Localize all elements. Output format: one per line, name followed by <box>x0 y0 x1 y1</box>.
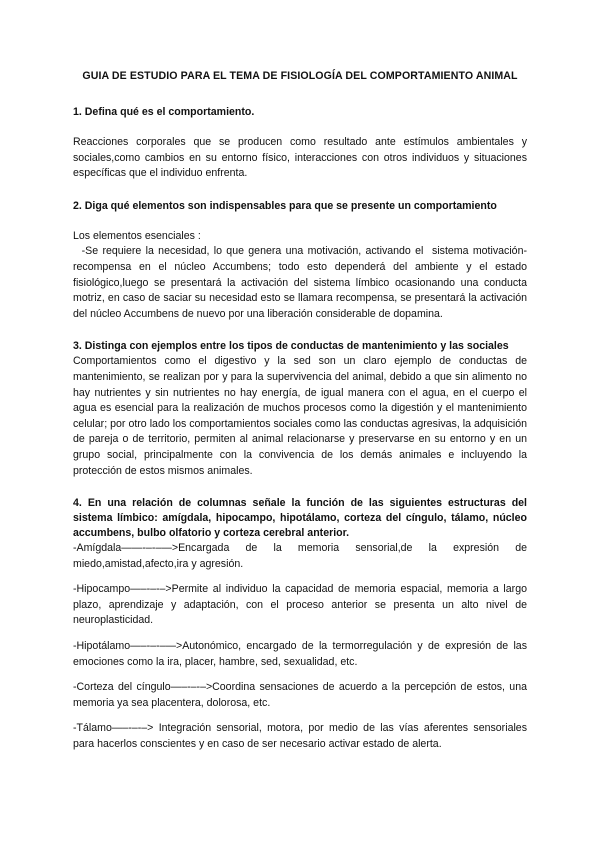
answer-4-hipotalamo: -Hipotálamo—–-–-–—>Autonómico, encargado de la termorregulación y de expresión de las emociones como la ira, placer, hambre, sed, sexualidad, etc. <box>73 640 527 668</box>
answer-1-paragraph: Reacciones corporales que se producen como resultado ante estímulos ambientales y sociales,como cambios en su entorno físico, interacciones con otros individuos y situaciones específicas que el individuo enfrenta. <box>73 136 527 180</box>
answer-3-paragraph: Comportamientos como el digestivo y la sed son un claro ejemplo de conductas de mantenimiento, se realizan por y para la supervivencia del animal, debido a que sin alimento no hay nutrientes y sin nutrientes no hay energía, de igual manera con el agua, en el cuerpo el agua es esencial para la realización de muchos procesos como la digestión y el mantenimiento celular; por otro lado los comportamientos sociales como las conductas agresivas, la adquisición de pareja o de territorio, permiten al animal relacionarse y preservarse en su entorno y en un grupo social, principalmente con la convivencia de los demás animales e incluyendo la protección de estos mismos animales. <box>73 355 527 477</box>
document-title: GUIA DE ESTUDIO PARA EL TEMA DE FISIOLOGÍA DEL COMPORTAMIENTO ANIMAL <box>82 70 518 82</box>
question-4-heading: 4. En una relación de columnas señale la función de las siguientes estructuras del sistema límbico: amígdala, hipocampo, hipotálamo, corteza del cíngulo, tálamo, núcleo accumbens, bulbo olfatorio y corteza cerebral anterior. <box>73 497 527 540</box>
question-2-heading: 2. Diga qué elementos son indispensables para que se presente un comportamiento <box>73 199 497 212</box>
answer-2-intro: Los elementos esenciales : <box>73 229 201 242</box>
answer-2-paragraph: -Se requiere la necesidad, lo que genera una motivación, activando el sistema motivación-recompensa en el núcleo Accumbens; todo esto dependerá del ambiente y el estado fisiológico,luego se presentará la activación del sistema límbico ocasionando una conducta motriz, en caso de saciar su necesidad esto se llamara recompensa, se presentará la activación del núcleo Accumbens de nuevo por una liberación considerable de dopamina. <box>73 245 530 320</box>
question-1-heading: 1. Defina qué es el comportamiento. <box>73 106 255 118</box>
question-3-heading: 3. Distinga con ejemplos entre los tipos de conductas de mantenimiento y las sociales <box>73 340 509 353</box>
answer-4-corteza-cingulo: -Corteza del cíngulo—–-–-–>Coordina sensaciones de acuerdo a la percepción de estos, una memoria ya sea placentera, dolorosa, etc. <box>73 681 527 709</box>
answer-4-hipocampo: -Hipocampo—–-–-–>Permite al individuo la capacidad de memoria espacial, memoria a largo plazo, aprendizaje y adaptación, con el proceso anterior se presenta un alto nivel de neuroplasticidad. <box>73 583 527 627</box>
answer-4-talamo: -Tálamo—–-–-–> Integración sensorial, motora, por medio de las vías aferentes sensoriales para hacerlos conscientes y en caso de ser necesario activar estado de alerta. <box>73 722 527 751</box>
answer-4-amigdala: -Amígdala——-–-–—>Encargada de la memoria sensorial,de la expresión de miedo,amistad,afecto,ira y agresión. <box>73 542 527 570</box>
